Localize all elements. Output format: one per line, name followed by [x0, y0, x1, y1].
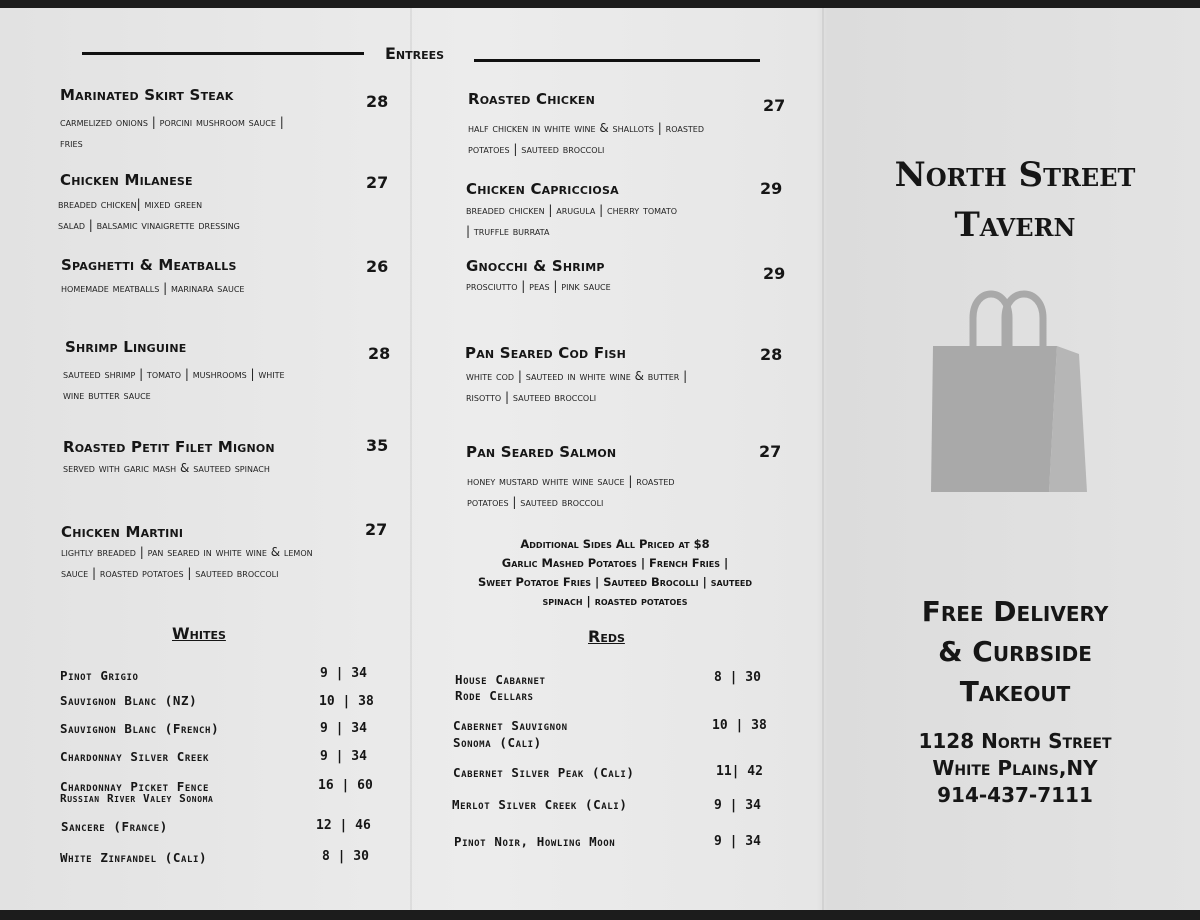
wine-subtitle: Rode Cellars: [455, 688, 534, 703]
entree-price: 35: [366, 436, 389, 455]
wine-price: 9 | 34: [320, 749, 367, 764]
entree-description: half chicken in white wine & shallots | roasted potatoes | sauteed broccoli: [468, 121, 704, 156]
wine-price: 8 | 30: [714, 670, 761, 685]
entree-name: Chicken Martini: [61, 523, 184, 541]
entree-name: Chicken Capricciosa: [466, 180, 619, 198]
entree-price: 27: [763, 96, 786, 115]
wine-name: White Zinfandel (Cali): [60, 850, 208, 865]
address-city: White Plains,NY: [932, 756, 1098, 780]
entree-price: 27: [365, 520, 388, 539]
entree-price: 29: [763, 264, 786, 283]
wine-name: Sancere (France): [61, 819, 168, 834]
entree-description: carmelized onions | porcini mushroom sauce | fries: [60, 115, 284, 150]
entree-description: homemade meatballs | marinara sauce: [61, 281, 245, 295]
entree-price: 29: [760, 179, 783, 198]
wine-name: Chardonnay Silver Creek: [60, 749, 209, 764]
entree-description: breaded chicken| mixed green salad | balsamic vinaigrette dressing: [58, 197, 240, 232]
address-street: 1128 North Street: [918, 729, 1112, 753]
entree-description: lightly breaded | pan seared in white wine & lemon sauce | roasted potatoes | sauteed broccoli: [61, 545, 313, 580]
wine-name: Sauvignon Blanc (French): [60, 721, 220, 736]
wine-price: 9 | 34: [714, 834, 761, 849]
entree-price: 26: [366, 257, 389, 276]
shopping-bag-icon: [925, 280, 1095, 504]
entree-description: sauteed shrimp | tomato | mushrooms | white wine butter sauce: [63, 367, 285, 402]
wine-price: 10 | 38: [319, 694, 374, 709]
additional-sides: Additional Sides All Priced at $8 Garlic Mashed Potatoes | French Fries | Sweet Potatoe Fries | Sauteed Brocolli | sauteed spinach | roasted potatoes: [477, 537, 753, 608]
menu-sheet: [0, 8, 1200, 910]
restaurant-name: North Street Tavern: [894, 155, 1136, 245]
phone-number: 914-437-7111: [937, 783, 1093, 807]
entree-name: Marinated Skirt Steak: [60, 86, 234, 104]
entree-price: 28: [368, 344, 391, 363]
wine-name: House Cabarnet: [455, 672, 546, 687]
wine-name: Pinot Grigio: [60, 668, 139, 683]
fold-line: [410, 8, 412, 910]
entree-description: served with garic mash & sauteed spinach: [63, 461, 270, 475]
wine-name: Pinot Noir, Howling Moon: [454, 834, 616, 849]
wine-name: Sauvignon Blanc (NZ): [60, 693, 198, 708]
reds-heading: Reds: [588, 627, 625, 646]
entree-name: Spaghetti & Meatballs: [61, 256, 237, 274]
entree-price: 28: [760, 345, 783, 364]
fold-line: [822, 8, 824, 910]
entree-description: honey mustard white wine sauce | roasted potatoes | sauteed broccoli: [467, 474, 675, 509]
entrees-heading: Entrees: [385, 44, 445, 63]
header-rule-left: [82, 52, 364, 55]
wine-price: 12 | 46: [316, 818, 371, 833]
wine-price: 16 | 60: [318, 778, 373, 793]
entree-price: 27: [366, 173, 389, 192]
entree-description: prosciutto | peas | pink sauce: [466, 279, 611, 293]
entree-price: 27: [759, 442, 782, 461]
entree-description: breaded chicken | arugula | cherry tomato | truffle burrata: [466, 203, 678, 238]
header-rule-right: [474, 59, 760, 62]
entree-name: Roasted Chicken: [468, 90, 596, 108]
wine-subtitle: Russian River Valey Sonoma: [60, 792, 214, 805]
entree-name: Gnocchi & Shrimp: [466, 257, 605, 275]
entree-name: Pan Seared Cod Fish: [465, 344, 627, 362]
wine-price: 9 | 34: [320, 721, 367, 736]
entree-name: Pan Seared Salmon: [466, 443, 617, 461]
entree-name: Shrimp Linguine: [65, 338, 187, 356]
wine-name: Chardonnay Picket Fence: [60, 779, 209, 794]
entree-name: Chicken Milanese: [60, 171, 193, 189]
wine-subtitle: Sonoma (Cali): [453, 735, 542, 750]
wine-price: 11| 42: [716, 764, 763, 779]
wine-price: 9 | 34: [320, 666, 367, 681]
entree-name: Roasted Petit Filet Mignon: [63, 438, 275, 456]
contact-info: [830, 728, 1200, 809]
wine-name: Cabernet Sauvignon: [453, 718, 568, 733]
entree-price: 28: [366, 92, 389, 111]
delivery-promo: Free Delivery & Curbside Takeout: [921, 595, 1109, 708]
wine-price: 8 | 30: [322, 849, 369, 864]
wine-name: Merlot Silver Creek (Cali): [452, 797, 628, 812]
whites-heading: Whites: [172, 624, 226, 643]
wine-name: Cabernet Silver Peak (Cali): [453, 765, 635, 780]
entree-description: white cod | sauteed in white wine & butter | risotto | sauteed broccoli: [466, 369, 688, 404]
wine-price: 9 | 34: [714, 798, 761, 813]
wine-price: 10 | 38: [712, 718, 767, 733]
